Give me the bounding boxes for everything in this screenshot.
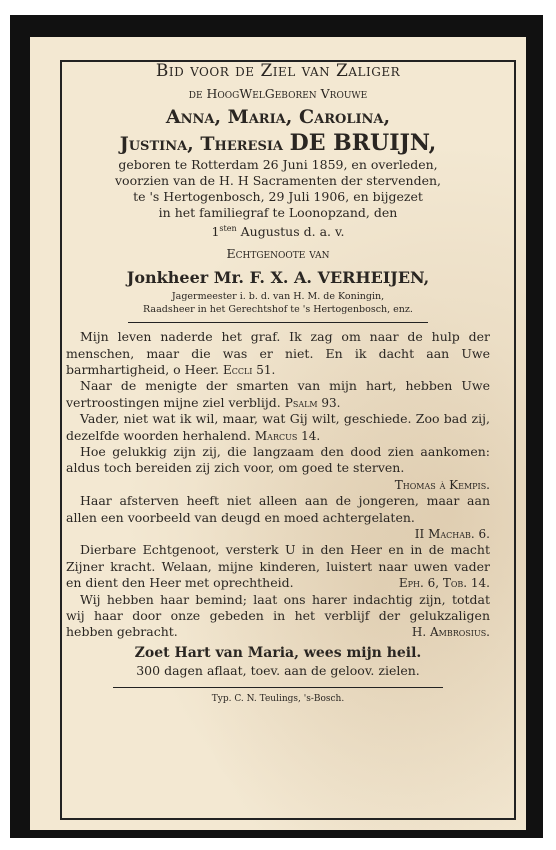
- deceased-surname: DE BRUIJN,: [289, 130, 437, 156]
- burial-month: Augustus d. a. v.: [236, 224, 345, 240]
- deceased-given-names: Justina, Theresia: [119, 133, 290, 155]
- burial-day-suffix: sten: [219, 224, 237, 233]
- bio-line4: in het familiegraf te Loonopzand, den: [158, 205, 398, 220]
- burial-day: 1: [211, 224, 220, 240]
- quote-ref: Thomas à Kempis.: [394, 477, 490, 492]
- spouse-label: Echtgenoote van: [226, 246, 330, 262]
- card-content: [66, 58, 490, 706]
- quote-3: [66, 411, 490, 444]
- indulgence-note: 300 dagen aflaat, toev. aan de geloov. zielen.: [136, 662, 420, 678]
- quote-1: [66, 329, 490, 378]
- quote-ref: II Machab. 6.: [414, 527, 490, 542]
- printer-imprint: Typ. C. N. Teulings, 's-Bosch.: [211, 693, 345, 704]
- bio-line1: geboren te Rotterdam 26 Juni 1859, en overleden,: [118, 157, 438, 172]
- quote-text: Hoe gelukkig zijn zij, die langzaam den dood zien aankomen: aldus toch bereiden zij zich voor, om goed te sterven.: [66, 444, 490, 476]
- bio-line5: [66, 221, 490, 240]
- quote-ref: Marcus 14.: [254, 428, 321, 443]
- quote-ref: Eph. 6, Tob. 14.: [398, 576, 490, 591]
- closing-prayer: Zoet Hart van Maria, wees mijn heil.: [134, 644, 422, 661]
- quote-4: [66, 444, 490, 492]
- divider: [128, 322, 428, 323]
- bio-line3: te 's Hertogenbosch, 29 Juli 1906, en bijgezet: [133, 189, 423, 204]
- bio-line2: voorzien van de H. H Sacramenten der stervenden,: [114, 173, 441, 188]
- quote-ref: Psalm 93.: [284, 395, 341, 410]
- deceased-name-line2: [66, 130, 490, 157]
- quotes-block: [66, 329, 490, 641]
- spouse-title1: Jagermeester i. b. d. van H. M. de Koningin,: [171, 291, 385, 303]
- bottom-divider: [113, 687, 443, 688]
- quote-ref: H. Ambrosius.: [411, 625, 490, 640]
- deceased-name-line1: Anna, Maria, Carolina,: [165, 106, 391, 128]
- spouse-name: Jonkheer Mr. F. X. A. VERHEIJEN,: [126, 268, 430, 288]
- quote-text: Naar de menigte der smarten van mijn hart, hebben Uwe vertroostingen mijne ziel verblijd.: [66, 378, 490, 410]
- title-line: de HoogWelGeboren Vrouwe: [188, 86, 368, 101]
- quote-5: [66, 493, 490, 542]
- quote-text: Vader, niet wat ik wil, maar, wat Gij wilt, geschiede. Zoo bad zij, dezelfde woorden herhalend.: [66, 411, 490, 443]
- quote-6: [66, 542, 490, 591]
- quote-ref: Eccli 51.: [222, 362, 276, 377]
- spouse-title2: Raadsheer in het Gerechtshof te 's Hertogenbosch, enz.: [143, 304, 413, 316]
- quote-2: [66, 378, 490, 411]
- quote-text: Mijn leven naderde het graf. Ik zag om naar de hulp der menschen, maar die was er niet. En ik dacht aan Uwe barmhartigheid, o Heer.: [66, 329, 490, 377]
- quote-text: Wij hebben haar bemind; laat ons harer indachtig zijn, totdat wij haar door onze gebeden in het verblijf der gelukzaligen hebben gebracht.: [66, 591, 490, 640]
- prayer-heading: Bid voor de Ziel van Zaliger: [155, 61, 401, 81]
- quote-text: Dierbare Echtgenoot, versterk U in den Heer en in de macht Zijner kracht. Welaan, mijne kinderen, luistert naar uwen vader en dient den Heer met oprechtheid.: [66, 542, 490, 591]
- quote-text: Haar afsterven heeft niet alleen aan de jongeren, maar aan allen een voorbeeld van deugd en moed achtergelaten.: [66, 493, 490, 525]
- quote-7: [66, 592, 490, 641]
